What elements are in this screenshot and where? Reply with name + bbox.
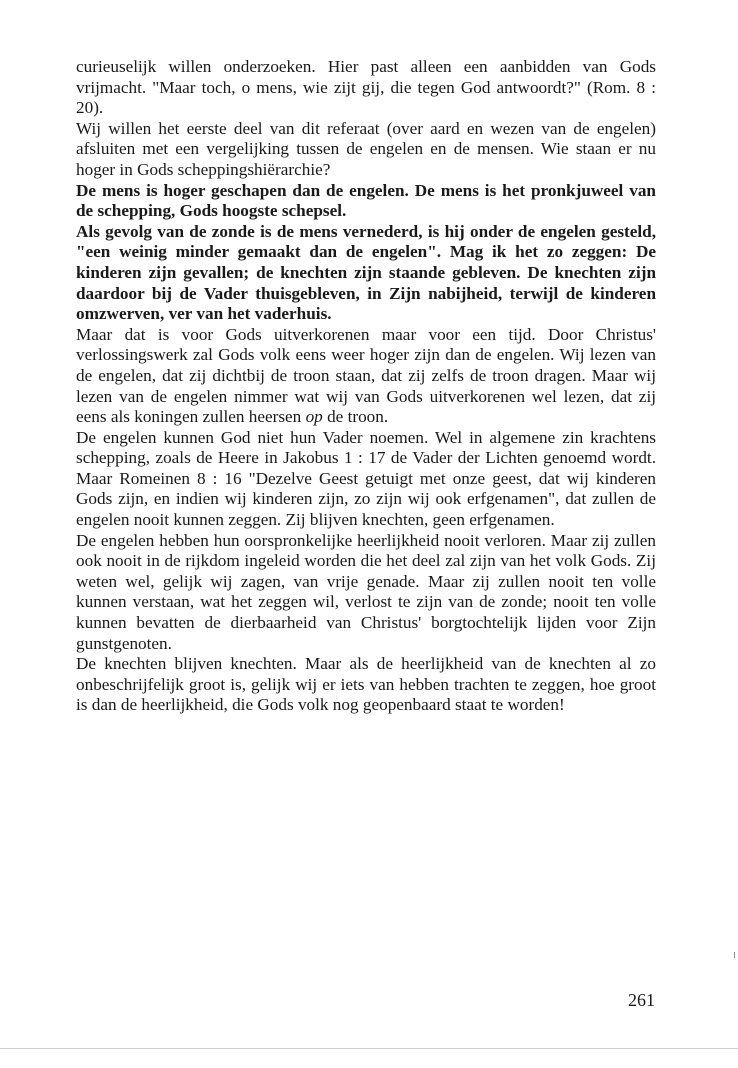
paragraph-5-part-1: Maar dat is voor Gods uitverkorenen maar voor een tijd. Door Christus' verlossingswerk zal Gods volk eens weer hoger zijn dan de engelen. Wij lezen van de engelen, dat zij dichtbij de troon staan, dat zij zelfs de troon dragen. Maar wij lezen van de engelen nimmer wat wij van Gods uitverkorenen wel lezen, dat zij eens als koningen zullen heersen — [76, 324, 656, 427]
paragraph-5 — [76, 325, 656, 428]
bottom-rule — [0, 1048, 738, 1049]
page-number: 261 — [628, 990, 655, 1010]
paragraph-8: De knechten blijven knechten. Maar als de heerlijkheid van de knechten al zo onbeschrijfelijk groot is, gelijk wij er iets van hebben trachten te zeggen, hoe groot is dan de heerlijkheid, die Gods volk nog geopenbaard staat te worden! — [76, 654, 656, 715]
paragraph-6: De engelen kunnen God niet hun Vader noemen. Wel in algemene zin krachtens schepping, zoals de Heere in Jakobus 1 : 17 de Vader der Lichten genoemd wordt. Maar Romeinen 8 : 16 "Dezelve Geest getuigt met onze geest, dat wij kinderen Gods zijn, en indien wij kinderen zijn, zo zijn wij ook erfgenamen", dat zullen de engelen nooit kunnen zeggen. Zij blijven knechten, geen erfgenamen. — [76, 427, 656, 530]
margin-mark — [734, 952, 735, 958]
paragraph-7: De engelen hebben hun oorspronkelijke heerlijkheid nooit verloren. Maar zij zullen ook nooit in de rijkdom ingeleid worden die het deel zal zijn van het volk Gods. Zij weten wel, gelijk wij zagen, van vrije genade. Maar zij zullen nooit ten volle kunnen verstaan, wat het zeggen wil, verlost te zijn van de zonde; nooit ten volle kunnen bevatten de dierbaarheid van Christus' borgtochtelijk lijden voor Zijn gunstgenoten. — [76, 530, 656, 653]
paragraph-5-emphasis: op — [305, 407, 323, 427]
paragraph-5-part-2: de troon. — [322, 407, 389, 427]
body-text — [76, 57, 656, 716]
paragraph-4-bold: Als gevolg van de zonde is de mens vernederd, is hij onder de engelen gesteld, "een weinig minder gemaakt dan de engelen". Mag ik het zo zeggen: De kinderen zijn gevallen; de knechten zijn staande gebleven. De knechten zijn daardoor bij de Vader thuisgebleven, in Zijn nabijheid, terwijl de kinderen omzwerven, ver van het vaderhuis. — [76, 221, 656, 324]
paragraph-2: Wij willen het eerste deel van dit referaat (over aard en wezen van de engelen) afsluiten met een vergelijking tussen de engelen en de mensen. Wie staan er nu hoger in Gods scheppingshiërarchie? — [76, 118, 656, 179]
paragraph-1: curieuselijk willen onderzoeken. Hier past alleen een aanbidden van Gods vrijmacht. "Maar toch, o mens, wie zijt gij, die tegen God antwoordt?" (Rom. 8 : 20). — [76, 57, 656, 118]
paragraph-3-bold: De mens is hoger geschapen dan de engelen. De mens is het pronkjuweel van de schepping, Gods hoogste schepsel. — [76, 180, 656, 221]
